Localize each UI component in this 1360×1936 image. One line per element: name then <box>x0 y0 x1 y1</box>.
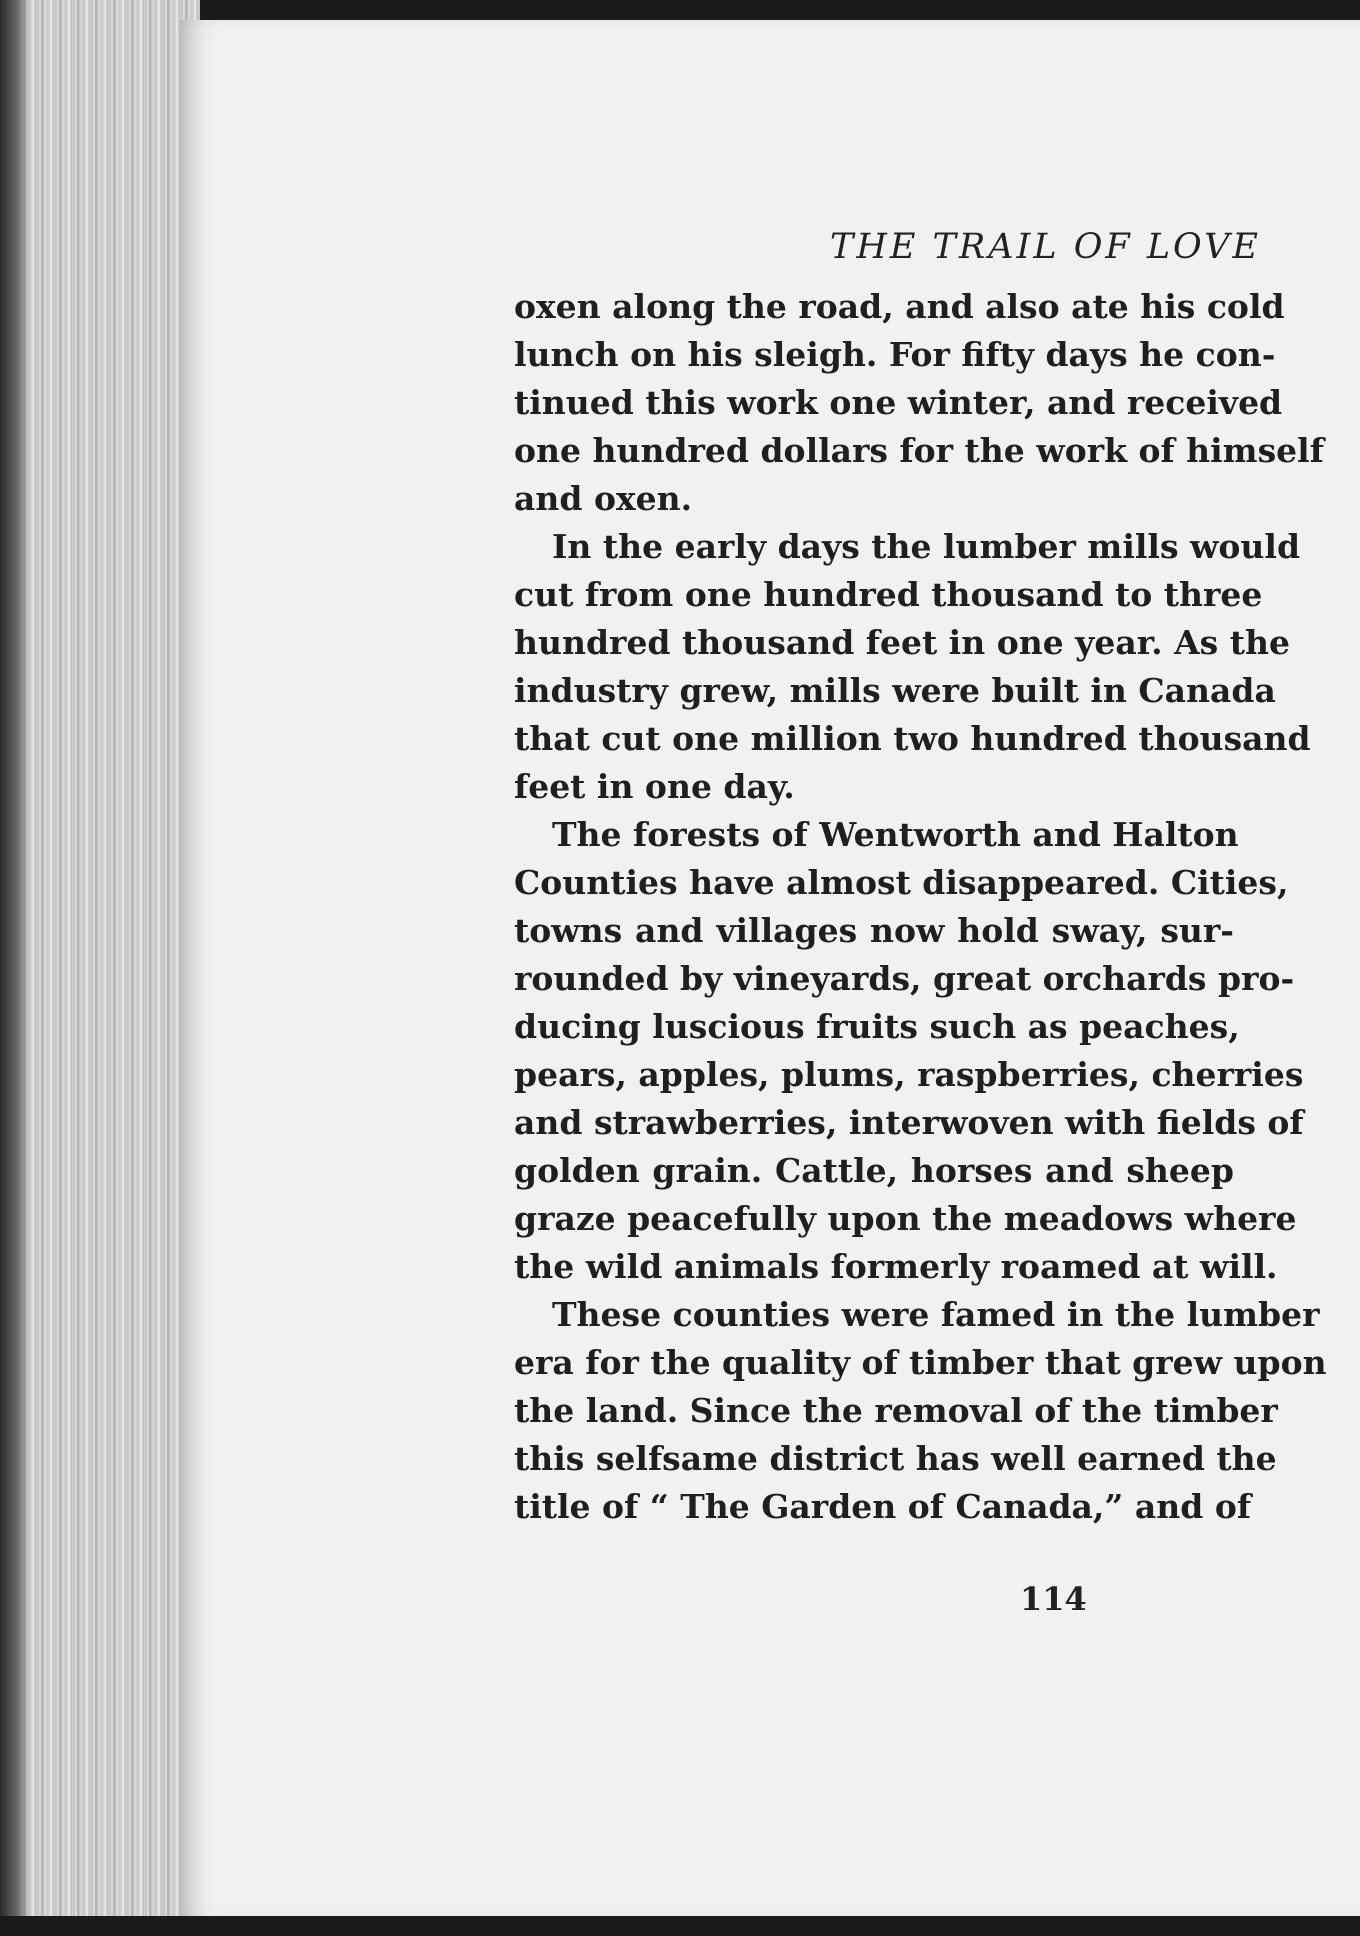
text-line: graze peacefully upon the meadows where <box>514 1199 1297 1238</box>
text-line: feet in one day. <box>514 767 795 806</box>
paragraph <box>514 811 1304 1291</box>
text-line: hundred thousand feet in one year. As the <box>514 623 1290 662</box>
text-line: cut from one hundred thousand to three <box>514 575 1263 614</box>
text-line: and strawberries, interwoven with fields of <box>514 1103 1304 1142</box>
scan-bottom-border <box>0 1916 1360 1936</box>
book-page-edges <box>0 0 200 1936</box>
text-line: that cut one million two hundred thousand <box>514 719 1311 758</box>
text-line: this selfsame district has well earned the <box>514 1439 1277 1478</box>
text-line: ducing luscious fruits such as peaches, <box>514 1007 1240 1046</box>
paragraph <box>514 1291 1327 1531</box>
text-line: In the early days the lumber mills would <box>552 527 1301 566</box>
text-line: The forests of Wentworth and Halton <box>552 815 1239 854</box>
text-line: and oxen. <box>514 479 693 518</box>
text-line: title of “ The Garden of Canada,” and of <box>514 1487 1252 1526</box>
book-spine-shadow <box>0 0 30 1936</box>
text-line: lunch on his sleigh. For fifty days he con- <box>514 335 1276 374</box>
text-line: rounded by vineyards, great orchards pro- <box>514 959 1295 998</box>
text-line: towns and villages now hold sway, sur- <box>514 911 1234 950</box>
text-line: one hundred dollars for the work of himself <box>514 431 1324 470</box>
text-line: the land. Since the removal of the timber <box>514 1391 1278 1430</box>
body-text <box>514 283 1327 1531</box>
text-line: oxen along the road, and also ate his cold <box>514 287 1285 326</box>
paragraph <box>514 283 1324 523</box>
text-line: golden grain. Cattle, horses and sheep <box>514 1151 1234 1190</box>
text-line: era for the quality of timber that grew upon <box>514 1343 1327 1382</box>
text-line: Counties have almost disappeared. Cities, <box>514 863 1289 902</box>
text-line: tinued this work one winter, and received <box>514 383 1283 422</box>
page-number: 114 <box>1020 1580 1087 1618</box>
running-head: THE TRAIL OF LOVE <box>830 227 1261 267</box>
text-line: These counties were famed in the lumber <box>552 1295 1320 1334</box>
paragraph <box>514 523 1311 811</box>
text-line: the wild animals formerly roamed at will. <box>514 1247 1278 1286</box>
text-line: industry grew, mills were built in Canada <box>514 671 1276 710</box>
text-line: pears, apples, plums, raspberries, cherries <box>514 1055 1304 1094</box>
